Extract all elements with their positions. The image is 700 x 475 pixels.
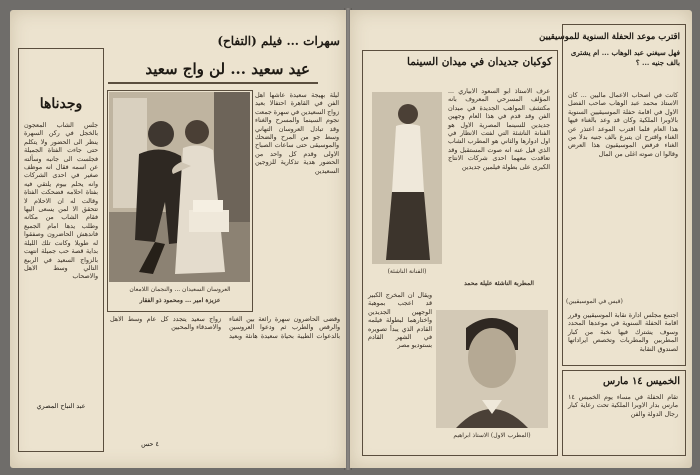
cinema-title: كوكبان جديدان في ميدان السينما [407,56,552,68]
notice-text [568,312,678,360]
main-article-text-top [255,92,339,278]
actress-photo-image [372,92,442,264]
photo-frame [107,90,253,312]
main-article-text-bottom [110,316,340,434]
mid-caption: المطربة الناشئة عليلة محمد [464,280,534,287]
side-column-text [24,122,98,390]
side-column-body: جلس الشاب المعجون بالخجل في ركن السهرة ينظر الى الحضور ولا يتكلم حتى جاءت الفتاة الجميلة فجلست الى جانبه وسألته عن اسمه فقال انه موظف صغير في احدى الشركات وانه يحلم بيوم يلتقي فيه بفتاة احلامه فضحكت الفتاة وقالت له ان الاحلام لا تتحقق الا لمن يسعى اليها فقام الشاب من مكانه وطلب يدها امام الجميع فاندهش الحاضرون وصفقوا له طويلا وكانت تلك الليلة بداية قصة حب جميلة انتهت بالزواج السعيد في الربيع التالي وسط الاهل والاصحاب [24,122,98,281]
musicians-text [568,92,678,292]
musicians-body: كانت في اصحاب الاعمال ماليين ... كان الاستاذ محمد عبد الوهاب صاحب الفضل الاول في اقامة حفلة الموسيقيين السنوية بالاوبرا الملكية وكان قد وعد بالغناء فيها هذا العام فلما اقترب الموعد اعتذر عن الغناء واقترح ان يتبرع بالف جنيه بدلا من الغناء فرفض الموسيقيون هذا العرض وقالوا ان صوته اغلى من المال [568,92,678,158]
date-body: تقام الحفلة في مساء يوم الخميس ١٤ مارس بدار الاوبرا الملكية تحت رعاية كبار رجال الدولة والفن [568,394,678,418]
date-title: الخميس ١٤ مارس [603,376,680,387]
article-headline: عيد سعيد ... لن واج سعيد [145,60,310,78]
actress-photo [372,92,442,264]
actress-caption: (الفنانة الناشئة) [387,268,427,275]
cinema-text-lower [368,292,432,442]
side-column-title: وجدناها [39,96,83,112]
cinema-text [448,88,550,274]
singer-caption: (المطرب الاول) الاستاذ ابراهيم [453,432,531,439]
notice-body: اجتمع مجلس ادارة نقابة الموسيقيين وقرر اقامة الحفلة السنوية في موعدها المحدد وسوف يشترك فيها نخبة من كبار المطربين والمطربات وتخصص ايراداتها لصندوق النقابة [568,312,678,353]
right-page [350,10,692,468]
musicians-title: اقترب موعد الحفلة السنوية للموسيقيين [539,32,680,42]
singer-photo [436,310,548,428]
page-number: ٤ حس [141,440,159,448]
cinema-body: عرف الاستاذ ابو السعود الابياري ... المؤلف المسرحي المعروف بانه مكتشف المواهب الجديدة في ميدان الفن وقد قدم في هذا العام وجهين جديدين للسينما المصرية الاول هو الفنانة الناشئة التي لفتت الانظار في اول ادوارها والثاني هو المطرب الشاب الذي قيل عنه انه صوت المستقبل وقد تعاقدت معهما احدى شركات الانتاج الكبرى على بطولة فيلمين جديدين [448,88,550,171]
date-text [568,394,678,450]
side-column-signature: عبد النباح المصري [36,402,86,410]
main-article-bottom-body: وقضى الحاضرون سهرة رائعة بين الغناء والرقص والطرب ثم ودعوا العروسين بالدعوات الطيبة بحياة سعيدة هانئة وبعيد زواج سعيد يتجدد كل عام وسط الاهل والاصدقاء والمحبين [110,316,340,340]
photo-subcaption: عزيزة امير ... ومحمود ذو الفقار [139,297,221,304]
headline-underline [108,82,318,84]
left-page [10,10,346,468]
photo-caption: العروسان السعيدان ... والنجمان اللامعان [129,286,231,293]
cinema-body2: ويقال ان المخرج الكبير قد اعجب بموهبة الوجهين الجديدين واختارهما لبطولة فيلمه القادم الذي يبدأ تصويره في الشهر القادم بستوديو مصر [368,292,432,350]
singer-photo-image [436,310,548,428]
article-kicker: سهرات ... فيلم (التفاح) [217,34,340,48]
musicians-signature: (قيس في الموسيقيين) [566,298,623,305]
musicians-subtitle: فهل سيغني عبد الوهاب ... ام يشترى بالف جنيه ... ؟ [570,48,680,67]
main-article-body: ليلة بهيجة سعيدة عاشها اهل الفن في القاهرة احتفالا بعيد زواج السعيدين في سهرة جمعت نجوم السينما والمسرح والغناء وقد تبادل العروسان التهاني وسط جو من المرح والضحك والموسيقى حتى ساعات الصباح الاولى وقدم كل واحد من الحضور هدية تذكارية للزوجين السعيدين [255,92,339,175]
